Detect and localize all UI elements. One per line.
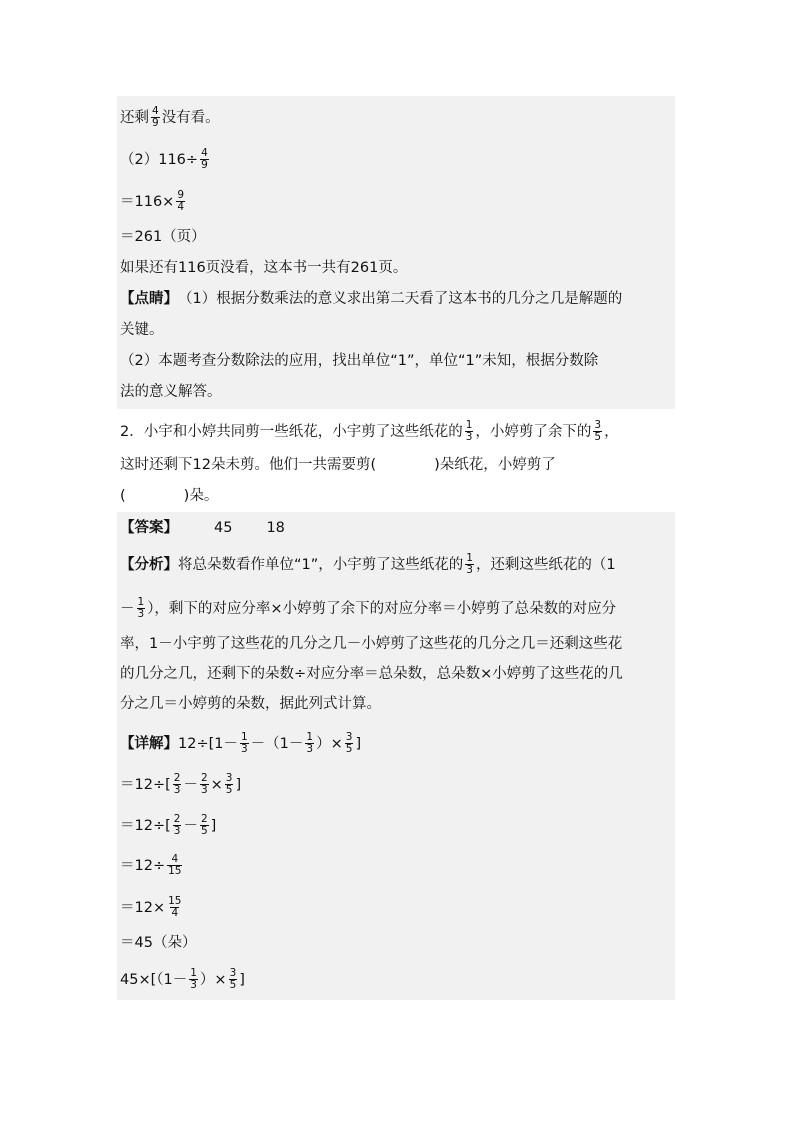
note-line: （2）本题考查分数除法的应用，找出单位“1”，单位“1”未知，根据分数除 xyxy=(120,353,599,369)
analysis-line: 率，1－小宇剪了这些花的几分之几－小婷剪了这些花的几分之几＝还剩这些花 xyxy=(120,636,623,652)
detail-line: ＝12÷ $\frac{4}{15}$ xyxy=(120,853,182,877)
detail-line: ＝45（朵） xyxy=(120,935,197,951)
fraction: $\frac{2}{3}$ xyxy=(173,813,181,837)
note-line: 法的意义解答。 xyxy=(120,384,222,400)
question-line: ( )朵。 xyxy=(120,488,219,504)
detail-line: ＝12÷[ $\frac{2}{3}$ － $\frac{2}{3}$ × $\frac{3}{5}$ ] xyxy=(120,772,242,796)
analysis-line: 的几分之几，还剩下的朵数÷对应分率＝总朵数，总朵数×小婷剪了这些花的几 xyxy=(120,666,623,682)
detail-tag: 【详解】 xyxy=(120,735,178,752)
equation-line: ＝261（页） xyxy=(120,229,206,245)
analysis-tag: 【分析】 xyxy=(120,556,178,573)
fraction: $\frac{4}{9}$ xyxy=(152,105,159,129)
fraction: $\frac{1}{3}$ xyxy=(465,419,473,443)
fraction: $\frac{1}{3}$ xyxy=(466,552,473,576)
fraction: $\frac{1}{3}$ xyxy=(190,967,197,991)
fraction: $\frac{1}{3}$ xyxy=(306,731,314,755)
answer-value-1: 45 xyxy=(214,520,233,536)
note-tag: 【点睛】 xyxy=(120,291,178,307)
fraction: $\frac{1}{3}$ xyxy=(240,731,248,755)
detail-line: 45×[（1－ $\frac{1}{3}$ ）× $\frac{3}{5}$ ] xyxy=(120,967,245,991)
fraction: $\frac{4}{9}$ xyxy=(201,147,208,171)
note-line: 关键。 xyxy=(120,322,164,338)
question-line: 2．小宇和小婷共同剪一些纸花，小宇剪了这些纸花的 $\frac{1}{3}$ ，小婷剪了余下的 $\frac{3}{5}$ ， xyxy=(120,419,619,443)
fraction: $\frac{15}{4}$ xyxy=(168,895,182,919)
fraction: $\frac{2}{5}$ xyxy=(200,813,208,837)
detail-line: ＝12× $\frac{15}{4}$ xyxy=(120,895,182,919)
fraction: $\frac{3}{5}$ xyxy=(225,772,233,796)
fraction: $\frac{9}{4}$ xyxy=(177,189,185,213)
equation-line: （2）116÷ $\frac{4}{9}$ xyxy=(120,147,208,171)
fraction: $\frac{4}{15}$ xyxy=(168,853,182,877)
remain-line xyxy=(120,106,676,129)
text: 还剩 xyxy=(120,109,149,126)
conclusion-line: 如果还有116页没看，这本书一共有261页。 xyxy=(120,260,408,276)
answer-tag: 【答案】 xyxy=(120,520,178,536)
fraction: $\frac{3}{5}$ xyxy=(594,419,602,443)
note-line: 【点睛】 （1）根据分数乘法的意义求出第二天看了这本书的几分之几是解题的 xyxy=(120,291,623,307)
equation-line: ＝116× $\frac{9}{4}$ xyxy=(120,189,185,213)
fraction: $\frac{3}{5}$ xyxy=(229,967,237,991)
analysis-line: 分之几＝小婷剪的朵数，据此列式计算。 xyxy=(120,696,381,712)
analysis-line: － $\frac{1}{3}$ ），剩下的对应分率×小婷剪了余下的对应分率＝小婷剪了总朵数的对应分 xyxy=(120,596,617,620)
answer-value-2: 18 xyxy=(266,520,285,536)
detail-line: ＝12÷[ $\frac{2}{3}$ － $\frac{2}{5}$ ] xyxy=(120,813,217,837)
fraction: $\frac{2}{3}$ xyxy=(200,772,208,796)
question-line: 这时还剩下12朵未剪。他们一共需要剪( )朵纸花，小婷剪了 xyxy=(120,457,556,473)
answer-block xyxy=(117,512,675,1000)
fraction: $\frac{1}{3}$ xyxy=(137,596,145,620)
fraction: $\frac{3}{5}$ xyxy=(345,731,353,755)
text: 没有看。 xyxy=(161,109,220,126)
answer-line xyxy=(120,518,676,538)
analysis-line: 【分析】 将总朵数看作单位“1”，小宇剪了这些纸花的 $\frac{1}{3}$ ，还剩这些纸花的（1 xyxy=(120,552,616,576)
detail-line: 【详解】 12÷[1－ $\frac{1}{3}$ －（1－ $\frac{1}{3}$ ）× $\frac{3}{5}$ ] xyxy=(120,731,362,755)
fraction: $\frac{2}{3}$ xyxy=(173,772,181,796)
